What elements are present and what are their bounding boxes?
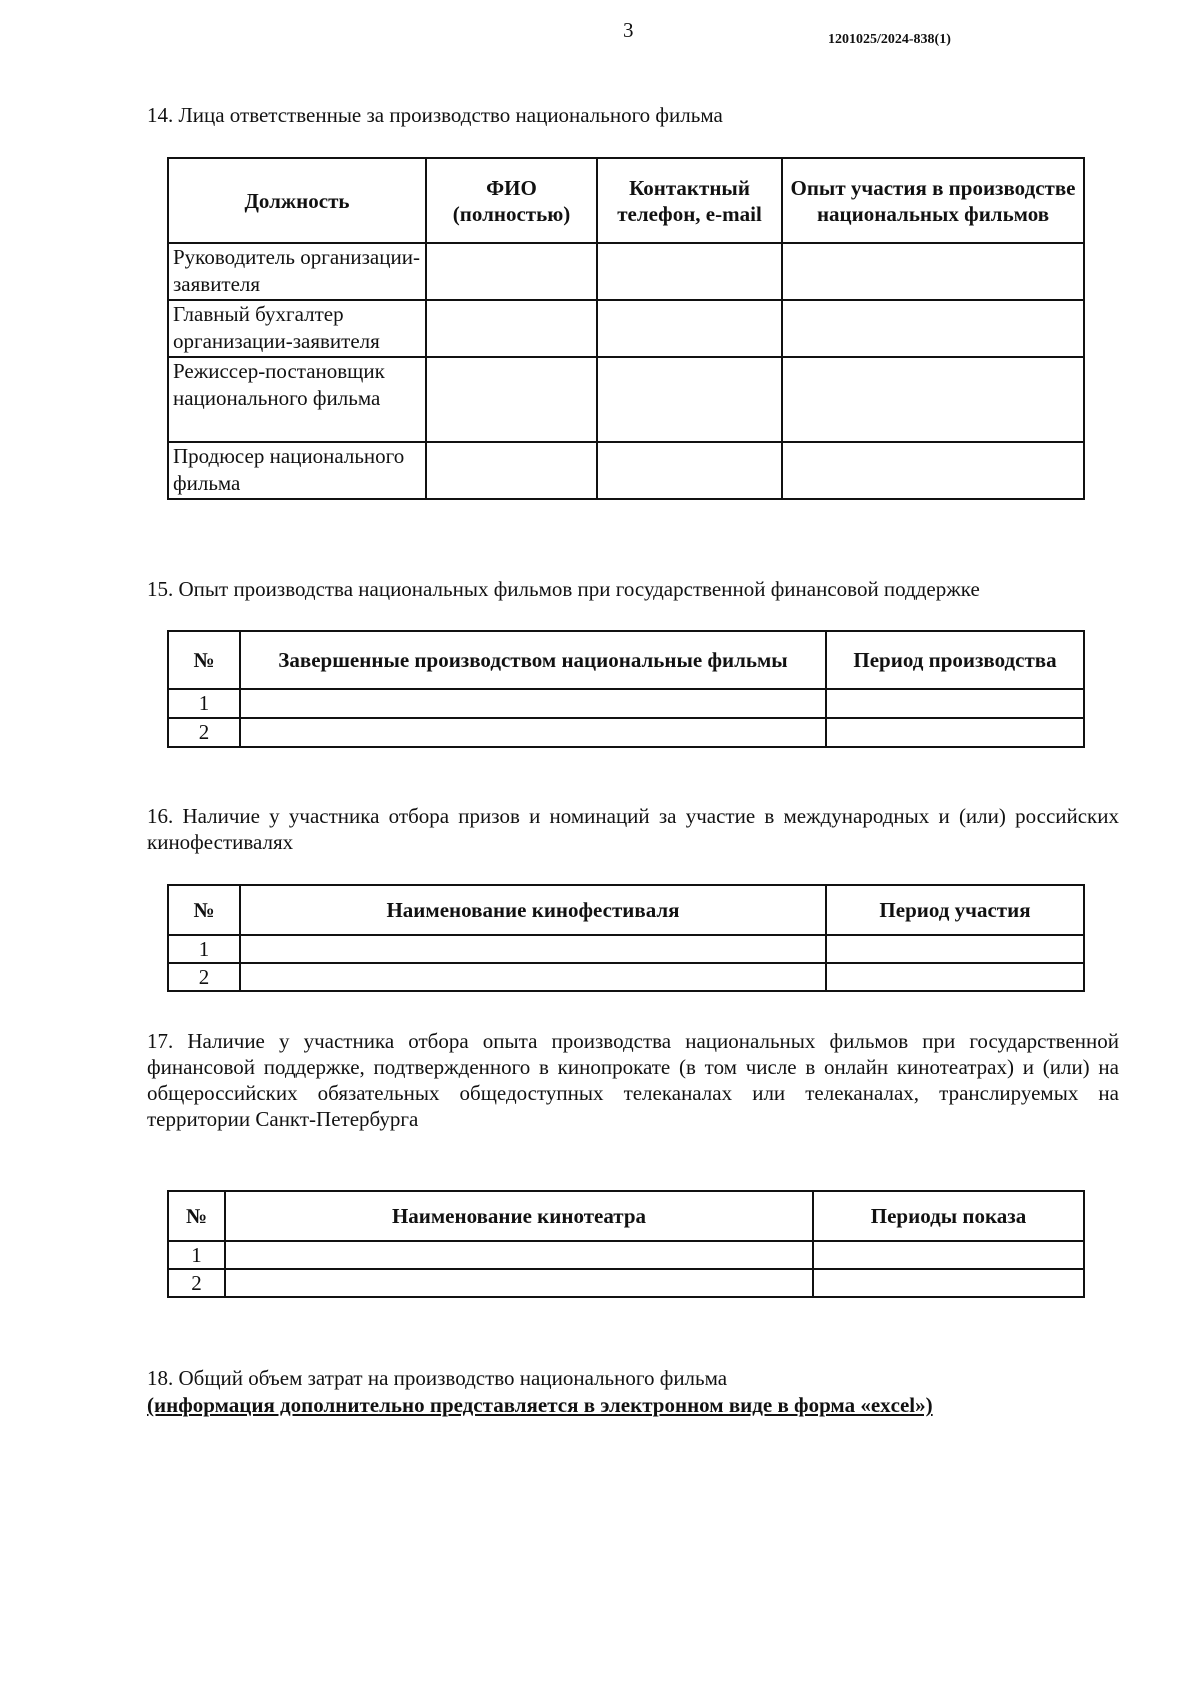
cell-film[interactable] xyxy=(240,718,826,747)
column-header-films: Завершенные производством национальные фильмы xyxy=(240,631,826,689)
festivals-table xyxy=(167,884,1085,992)
column-header-number: № xyxy=(168,631,240,689)
cell-contact[interactable] xyxy=(597,442,782,499)
row-label-chief-accountant: Главный бухгалтер организации-заявителя xyxy=(168,300,426,357)
cell-experience[interactable] xyxy=(782,300,1084,357)
cell-period[interactable] xyxy=(826,963,1084,991)
section-15-title: 15. Опыт производства национальных фильмов при государственной финансовой поддержке xyxy=(147,577,980,601)
cell-period[interactable] xyxy=(826,689,1084,718)
cell-full-name[interactable] xyxy=(426,357,597,442)
cell-full-name[interactable] xyxy=(426,442,597,499)
cell-film[interactable] xyxy=(240,689,826,718)
row-label-head: Руководитель организации-заявителя xyxy=(168,243,426,300)
cell-experience[interactable] xyxy=(782,442,1084,499)
cell-cinema[interactable] xyxy=(225,1269,813,1297)
table-header-row xyxy=(168,631,1084,689)
table-row xyxy=(168,243,1084,300)
table-row xyxy=(168,357,1084,442)
column-header-experience: Опыт участия в производстве национальных фильмов xyxy=(782,158,1084,243)
section-14-title: 14. Лица ответственные за производство национального фильма xyxy=(147,103,723,127)
table-row xyxy=(168,963,1084,991)
cell-period[interactable] xyxy=(813,1269,1084,1297)
cell-period[interactable] xyxy=(826,718,1084,747)
cell-contact[interactable] xyxy=(597,357,782,442)
table-row xyxy=(168,1269,1084,1297)
production-experience-table xyxy=(167,630,1085,748)
table-header-row xyxy=(168,885,1084,935)
column-header-number: № xyxy=(168,885,240,935)
column-header-festival-name: Наименование кинофестиваля xyxy=(240,885,826,935)
row-label-director: Режиссер-постановщик национального фильма xyxy=(168,357,426,442)
cell-contact[interactable] xyxy=(597,243,782,300)
row-number: 2 xyxy=(168,963,240,991)
table-row xyxy=(168,689,1084,718)
row-number: 2 xyxy=(168,718,240,747)
table-row xyxy=(168,300,1084,357)
cell-experience[interactable] xyxy=(782,243,1084,300)
cell-experience[interactable] xyxy=(782,357,1084,442)
column-header-full-name: ФИО (полностью) xyxy=(426,158,597,243)
column-header-position: Должность xyxy=(168,158,426,243)
cell-full-name[interactable] xyxy=(426,300,597,357)
table-row xyxy=(168,1241,1084,1269)
cell-festival[interactable] xyxy=(240,935,826,963)
column-header-number: № xyxy=(168,1191,225,1241)
column-header-participation-period: Период участия xyxy=(826,885,1084,935)
cell-period[interactable] xyxy=(826,935,1084,963)
page-number: 3 xyxy=(623,18,634,42)
row-number: 2 xyxy=(168,1269,225,1297)
table-row xyxy=(168,935,1084,963)
row-number: 1 xyxy=(168,935,240,963)
column-header-period: Период производства xyxy=(826,631,1084,689)
cell-festival[interactable] xyxy=(240,963,826,991)
document-id: 1201025/2024-838(1) xyxy=(828,32,951,47)
column-header-cinema-name: Наименование кинотеатра xyxy=(225,1191,813,1241)
cell-contact[interactable] xyxy=(597,300,782,357)
section-17-title: 17. Наличие у участника отбора опыта производства национальных фильмов при государственной финансовой поддержке, подтвержденного в кинопрокате (в том числе в онлайн кинотеатрах) и (или) на общероссийских обязательных общедоступных телеканалах или телеканалах, транслируемых на территории Санкт-Петербурга xyxy=(147,1029,1119,1131)
row-number: 1 xyxy=(168,1241,225,1269)
row-number: 1 xyxy=(168,689,240,718)
column-header-contact: Контактный телефон, e-mail xyxy=(597,158,782,243)
excel-note: (информация дополнительно представляется в электронном виде в форма «excel») xyxy=(147,1393,933,1417)
cell-cinema[interactable] xyxy=(225,1241,813,1269)
table-header-row xyxy=(168,158,1084,243)
section-16-title: 16. Наличие у участника отбора призов и номинаций за участие в международных и (или) российских кинофестивалях xyxy=(147,804,1119,854)
column-header-screening-periods: Периоды показа xyxy=(813,1191,1084,1241)
table-row xyxy=(168,442,1084,499)
table-header-row xyxy=(168,1191,1084,1241)
section-18-title: 18. Общий объем затрат на производство национального фильма xyxy=(147,1366,728,1390)
cell-period[interactable] xyxy=(813,1241,1084,1269)
responsible-persons-table xyxy=(167,157,1085,500)
table-row xyxy=(168,718,1084,747)
cinema-screenings-table xyxy=(167,1190,1085,1298)
row-label-producer: Продюсер национального фильма xyxy=(168,442,426,499)
cell-full-name[interactable] xyxy=(426,243,597,300)
